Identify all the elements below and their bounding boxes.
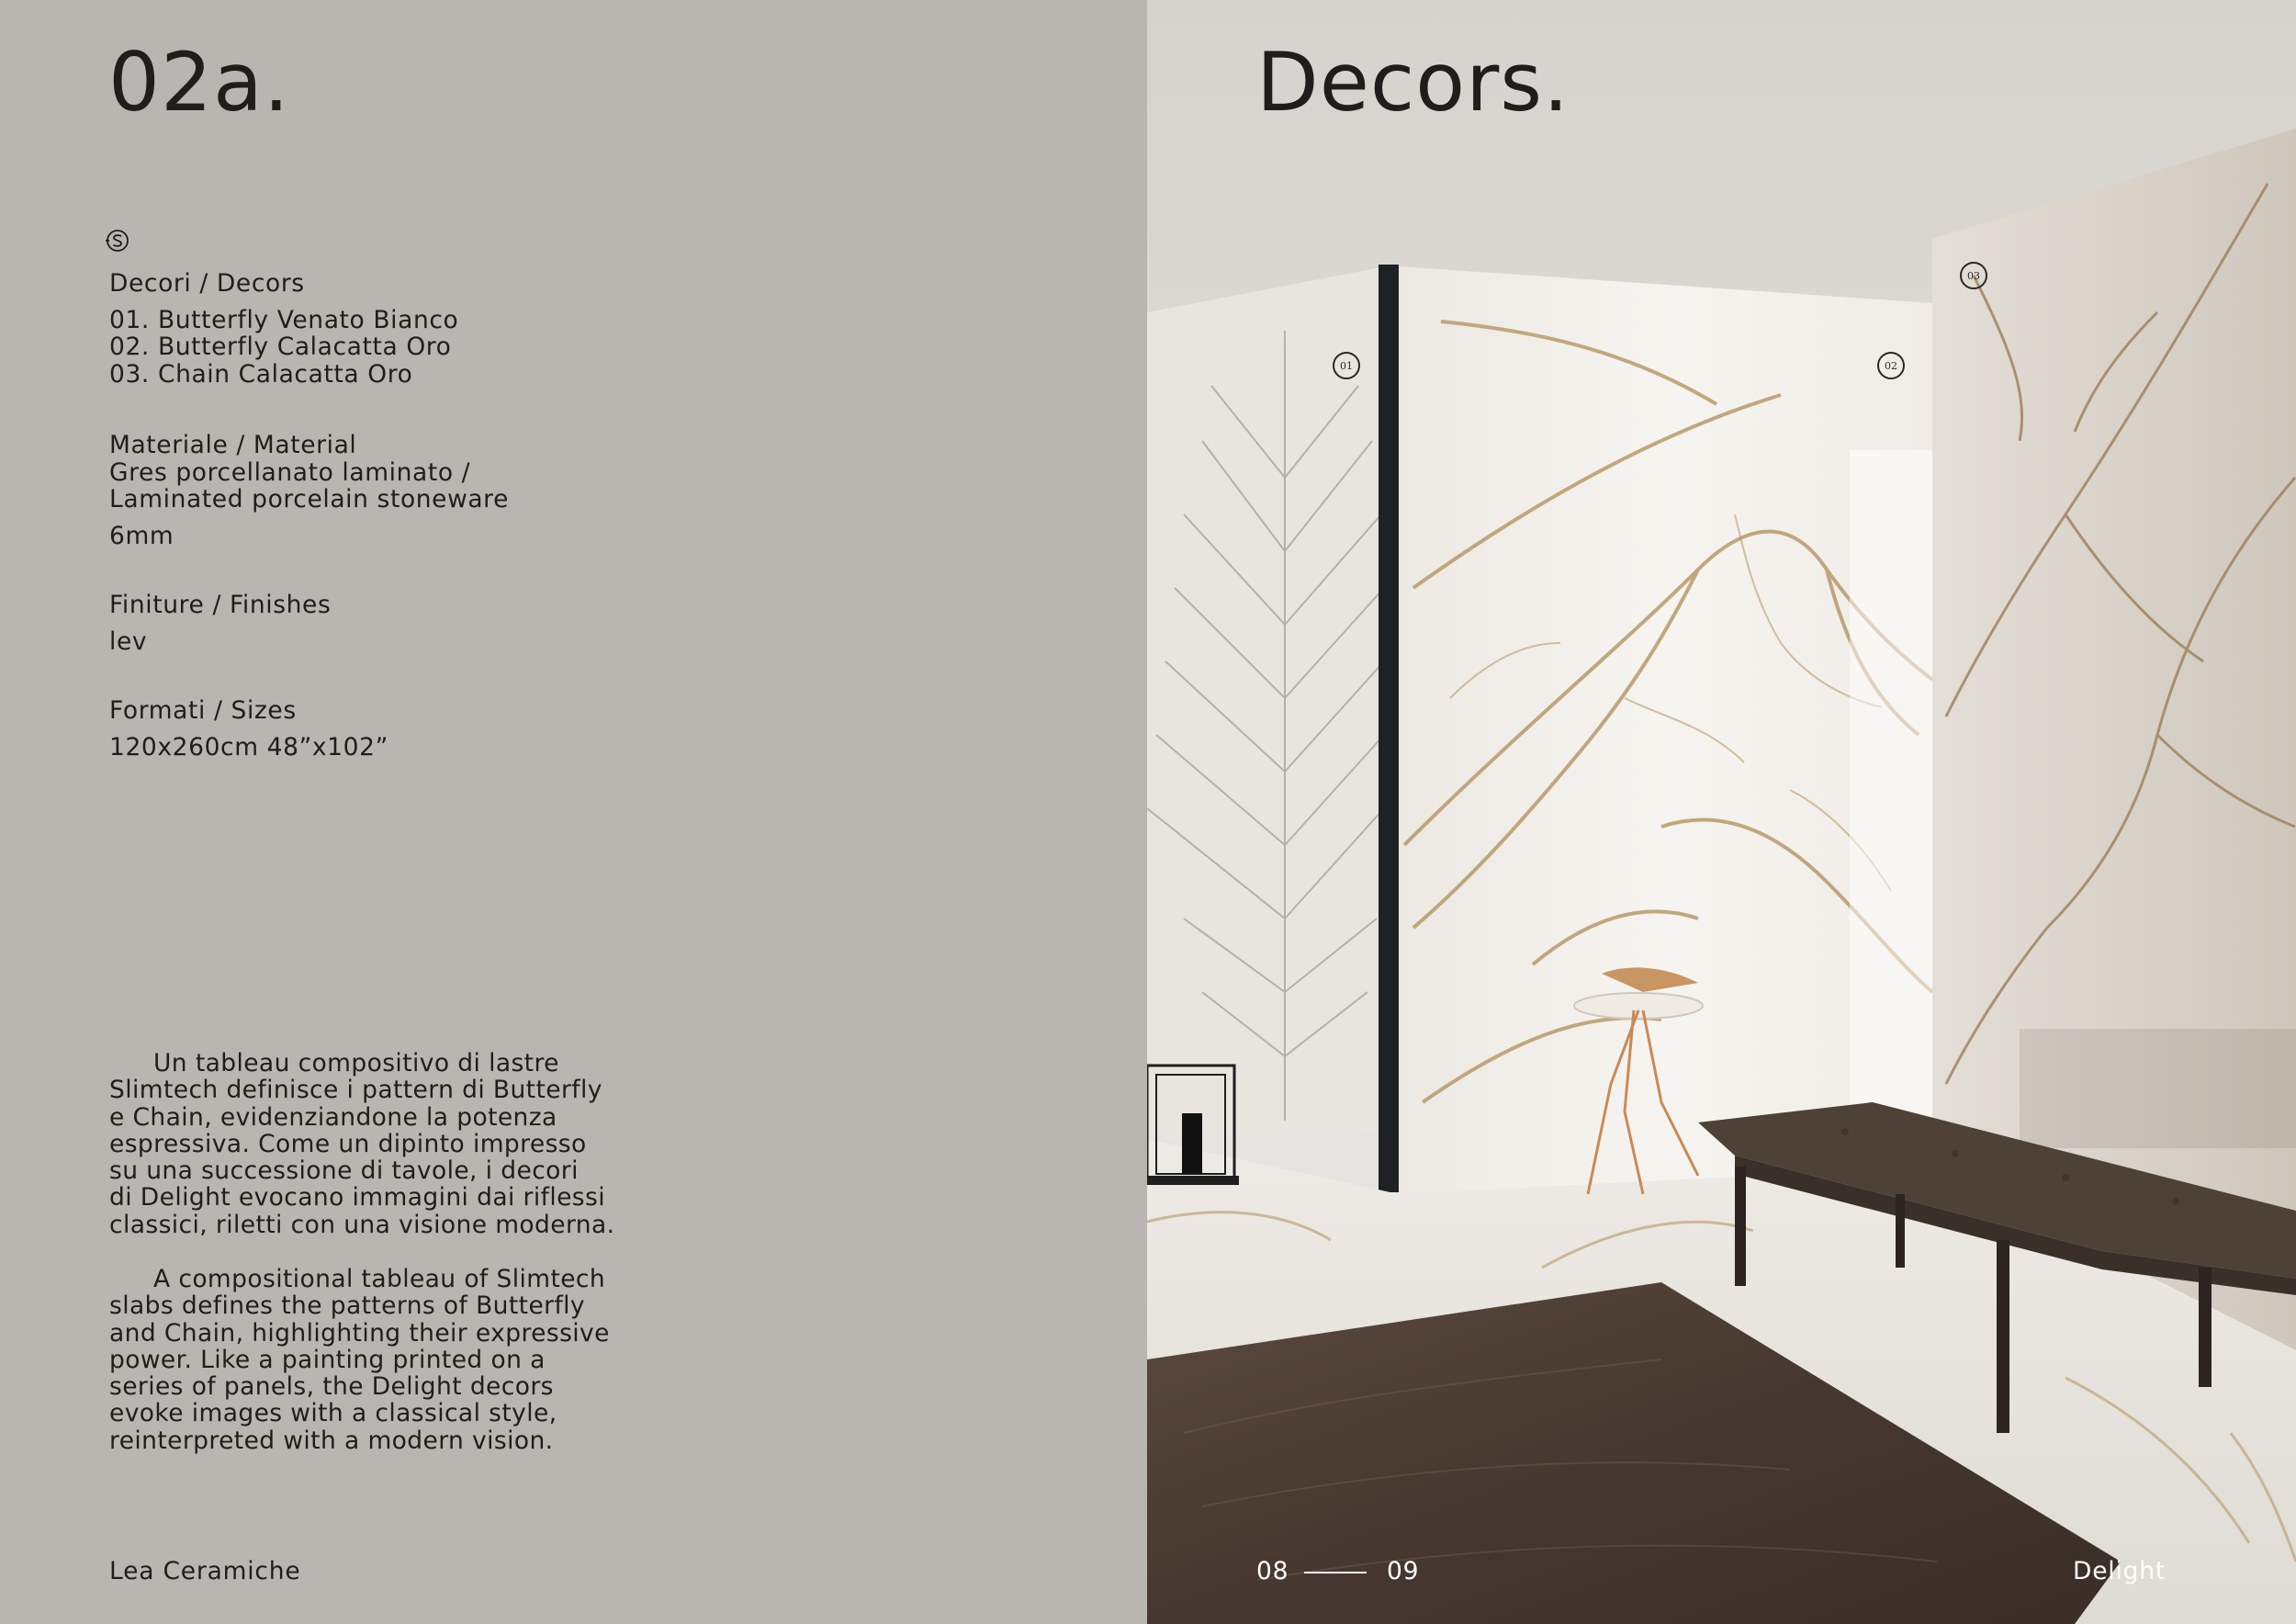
decor-badge-02: 02	[1877, 352, 1905, 379]
left-page	[0, 0, 1147, 1624]
page-number-left: 08	[1256, 1557, 1289, 1585]
paragraph-italian	[109, 1050, 624, 1238]
paragraph-english	[109, 1266, 624, 1454]
page-number-right: 09	[1387, 1557, 1420, 1585]
material-section	[109, 432, 509, 549]
paragraph-line: slabs defines the patterns of Butterfly	[109, 1291, 586, 1321]
s-circle-icon	[105, 228, 130, 254]
sizes-section	[109, 697, 388, 761]
paragraph-line: e Chain, evidenziandone la potenza	[109, 1102, 557, 1132]
decors-heading: Decori / Decors	[109, 269, 305, 298]
paragraph-line: reinterpreted with a modern vision.	[109, 1426, 554, 1455]
thickness-value: 6mm	[109, 521, 174, 550]
material-heading: Materiale / Material	[109, 431, 357, 459]
paragraph-line: Un tableau compositivo di lastre	[153, 1049, 559, 1077]
section-number: 02a.	[108, 35, 290, 130]
finishes-value: lev	[109, 626, 148, 656]
material-line: Laminated porcelain stoneware	[109, 485, 509, 513]
paragraph-line: A compositional tableau of Slimtech	[153, 1265, 606, 1293]
sizes-value: 120x260cm 48”x102”	[109, 732, 388, 761]
decor-item: 02. Butterfly Calacatta Oro	[109, 333, 452, 361]
page-number-separator	[1304, 1572, 1367, 1573]
paragraph-line: and Chain, highlighting their expressive	[109, 1318, 610, 1348]
decor-item: 01. Butterfly Venato Bianco	[109, 305, 459, 334]
footer-brand: Lea Ceramiche	[109, 1557, 301, 1585]
right-page	[1147, 0, 2296, 1624]
finishes-heading: Finiture / Finishes	[109, 591, 332, 619]
interior-photo	[1147, 0, 2296, 1624]
page-title: Decors.	[1256, 35, 1570, 130]
sizes-heading: Formati / Sizes	[109, 696, 297, 725]
paragraph-line: su una successione di tavole, i decori	[109, 1156, 579, 1186]
paragraph-line: di Delight evocano immagini dai riflessi	[109, 1183, 605, 1212]
decor-item: 03. Chain Calacatta Oro	[109, 359, 413, 389]
paragraph-line: evoke images with a classical style,	[109, 1399, 557, 1428]
decors-section	[109, 270, 458, 388]
footer-collection: Delight	[2073, 1557, 2167, 1585]
decor-badge-01: 01	[1333, 352, 1360, 379]
paragraph-line: power. Like a painting printed on a	[109, 1345, 546, 1374]
paragraph-line: classici, riletti con una visione moderna.	[109, 1210, 615, 1239]
finishes-section	[109, 592, 331, 655]
paragraph-line: Slimtech definisce i pattern di Butterfly	[109, 1076, 602, 1105]
paragraph-line: series of panels, the Delight decors	[109, 1372, 554, 1402]
material-line: Gres porcellanato laminato /	[109, 457, 471, 487]
decor-badge-03: 03	[1960, 262, 1987, 289]
paragraph-line: espressiva. Come un dipinto impresso	[109, 1129, 587, 1158]
